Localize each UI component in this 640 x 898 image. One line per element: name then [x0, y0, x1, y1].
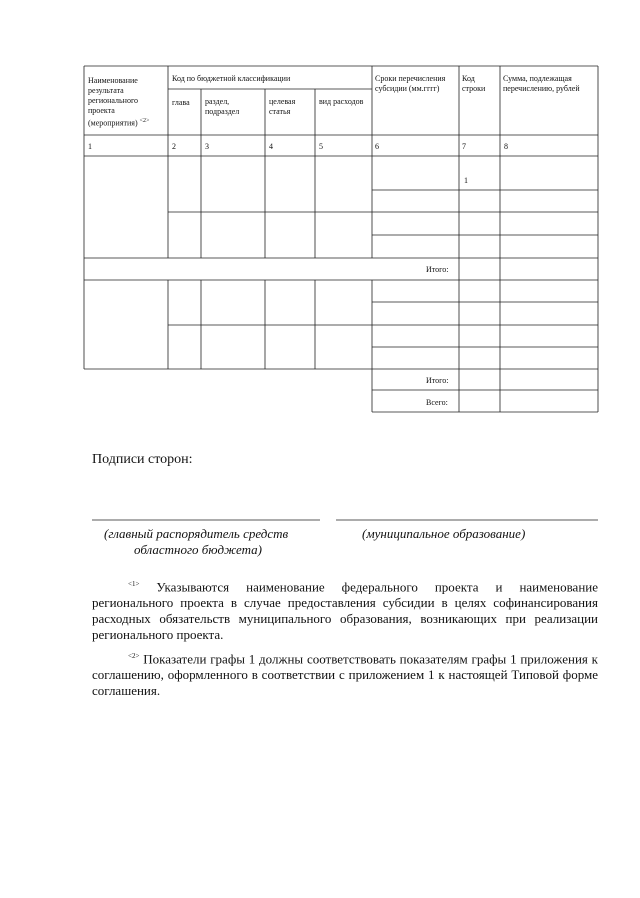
footnote-1 [92, 576, 598, 643]
header-amount: Сумма, подлежащая перечислению, рублей [503, 74, 580, 93]
footnote-2-text: Показатели графы 1 должны соответствовать показателям графы 1 приложения к соглашению, оформленного в соответствии с приложением 1 к настоящей Типовой форме соглашения. [92, 651, 599, 699]
total-label: Всего: [426, 398, 448, 407]
header-row-code: Код строки [462, 74, 486, 93]
header-budget-code: Код по бюджетной классификации [172, 74, 291, 83]
footnote-2 [92, 648, 598, 699]
footnote-1-marker: <1> [128, 580, 140, 588]
column-number-7: 7 [462, 142, 466, 151]
header-result-name-ref: <2> [139, 118, 150, 124]
header-target-item: целевая статья [269, 97, 296, 116]
header-terms: Сроки перечисления субсидии (мм.гггг) [375, 74, 446, 93]
left-signature-caption-line2: областного бюджета) [134, 542, 262, 557]
subtotal-label-2: Итого: [426, 376, 449, 385]
column-number-1: 1 [88, 142, 92, 151]
column-number-2: 2 [172, 142, 176, 151]
footnote-2-marker: <2> [128, 652, 140, 660]
header-result-name: Наименование результата регионального проекта (мероприятия) $^{<2>}$ [88, 76, 150, 128]
header-expense-type: вид расходов [319, 97, 364, 106]
column-number-8: 8 [504, 142, 508, 151]
first-row-code: 1 [464, 176, 468, 185]
column-number-4: 4 [269, 142, 273, 151]
header-section: раздел, подраздел [205, 97, 240, 116]
column-number-3: 3 [205, 142, 209, 151]
signatures-title: Подписи сторон: [92, 452, 193, 467]
column-number-6: 6 [375, 142, 379, 151]
subtotal-label-1: Итого: [426, 265, 449, 274]
column-number-5: 5 [319, 142, 323, 151]
header-chapter: глава [172, 98, 190, 107]
right-signature-caption: (муниципальное образование) [362, 526, 526, 541]
left-signature-caption-line1: (главный распорядитель средств [104, 526, 289, 541]
footnote-1-text: Указываются наименование федерального проекта и наименование регионального проекта в случае предоставления субсидии в целях софинансирования расходных обязательств муниципального образования, возникающих при реализации регионального проекта. [92, 579, 599, 643]
